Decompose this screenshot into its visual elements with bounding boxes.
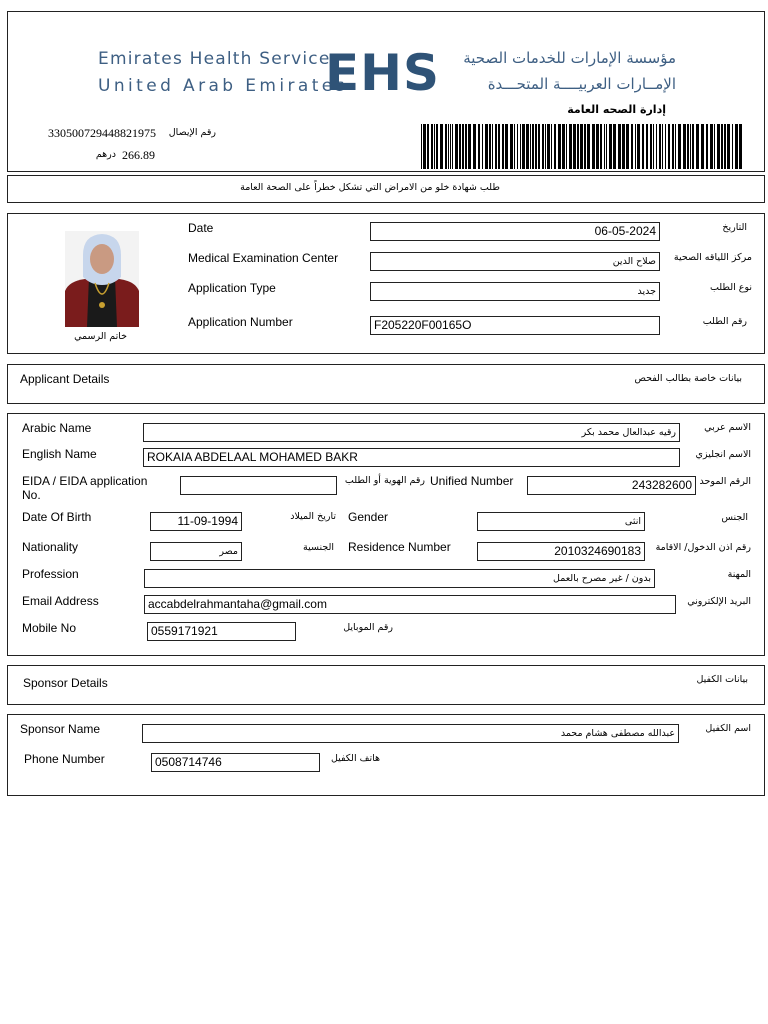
receipt-label: رقم الإيصال bbox=[168, 127, 216, 138]
profession-label-ar: المهنة bbox=[727, 569, 751, 580]
arabic-name-label-ar: الاسم عربي bbox=[704, 422, 751, 433]
profession-label: Profession bbox=[22, 567, 79, 581]
photo-caption: خاتم الرسمي bbox=[74, 331, 127, 342]
residence-number-label: Residence Number bbox=[348, 540, 451, 554]
mobile-field[interactable]: 0559171921 bbox=[147, 622, 296, 641]
date-label-ar: التاريخ bbox=[722, 222, 747, 233]
mobile-label: Mobile No bbox=[22, 621, 77, 635]
department-title: إدارة الصحه العامة bbox=[567, 103, 666, 116]
receipt-number: 330500729448821975 bbox=[48, 126, 156, 140]
unified-number-field[interactable]: 243282600 bbox=[527, 476, 696, 495]
applicant-section-box bbox=[7, 364, 765, 404]
ehs-logo: EHS bbox=[325, 44, 441, 102]
eida-field[interactable] bbox=[180, 476, 337, 495]
center-label: Medical Examination Center bbox=[188, 251, 339, 265]
unified-number-label: Unified Number bbox=[430, 474, 514, 488]
org-name-en-line1: Emirates Health Service bbox=[98, 49, 331, 69]
gender-label: Gender bbox=[348, 510, 389, 524]
currency-label: درهم bbox=[95, 149, 116, 160]
eida-label-ar: رقم الهوية أو الطلب bbox=[344, 475, 425, 486]
application-number-label-ar: رقم الطلب bbox=[702, 316, 747, 327]
email-label: Email Address bbox=[22, 594, 99, 608]
dob-label-ar: تاريخ الميلاد bbox=[290, 511, 336, 522]
amount-value: 266.89 bbox=[122, 148, 155, 162]
dob-field[interactable]: 11-09-1994 bbox=[150, 512, 242, 531]
profession-field[interactable]: بدون / غير مصرح بالعمل bbox=[144, 569, 655, 588]
unified-number-label-ar: الرقم الموحد bbox=[699, 476, 751, 487]
english-name-label: English Name bbox=[22, 447, 97, 461]
residence-number-label-ar: رقم اذن الدخول/ الاقامة bbox=[655, 542, 751, 553]
arabic-name-field[interactable]: رقيه عبدالعال محمد بكر bbox=[143, 423, 680, 442]
sponsor-phone-label: Phone Number bbox=[24, 752, 105, 766]
application-number-label: Application Number bbox=[188, 315, 293, 329]
dob-label: Date Of Birth bbox=[22, 510, 92, 524]
arabic-name-label: Arabic Name bbox=[22, 421, 92, 435]
gender-field[interactable]: انثى bbox=[477, 512, 645, 531]
date-label: Date bbox=[188, 221, 214, 235]
application-type-label: Application Type bbox=[188, 281, 276, 295]
org-name-ar-line2: الإمــارات العربيــــة المتحـــدة bbox=[487, 75, 676, 93]
application-type-field[interactable]: جديد bbox=[370, 282, 660, 301]
request-title: طلب شهادة خلو من الامراض التي تشكل خطراً على الصحة العامة bbox=[240, 182, 500, 193]
applicant-section-title-ar: بيانات خاصة بطالب الفحص bbox=[634, 373, 742, 384]
application-number-field[interactable]: F205220F00165O bbox=[370, 316, 660, 335]
gender-label-ar: الجنس bbox=[721, 512, 748, 523]
sponsor-section-title: Sponsor Details bbox=[23, 676, 108, 690]
sponsor-phone-label-ar: هاتف الكفيل bbox=[330, 753, 380, 764]
eida-label-line2: No. bbox=[22, 488, 41, 502]
applicant-section-title: Applicant Details bbox=[20, 372, 110, 386]
mobile-label-ar: رقم الموبايل bbox=[343, 622, 393, 633]
org-name-en-line2: United Arab Emirates bbox=[98, 76, 348, 96]
english-name-label-ar: الاسم انجليزي bbox=[695, 449, 751, 460]
applicant-photo bbox=[65, 231, 139, 327]
org-name-ar-line1: مؤسسة الإمارات للخدمات الصحية bbox=[463, 49, 676, 67]
sponsor-phone-field[interactable]: 0508714746 bbox=[151, 753, 320, 772]
barcode-graphic bbox=[421, 124, 743, 169]
sponsor-name-label-ar: اسم الكفيل bbox=[705, 723, 751, 734]
nationality-label-ar: الجنسية bbox=[303, 542, 334, 553]
center-label-ar: مركز اللياقه الصحية bbox=[673, 252, 752, 263]
eida-label: EIDA / EIDA application bbox=[22, 474, 148, 488]
sponsor-name-field[interactable]: عبدالله مصطفى هشام محمد bbox=[142, 724, 679, 743]
nationality-field[interactable]: مصر bbox=[150, 542, 242, 561]
sponsor-section-box bbox=[7, 665, 765, 705]
sponsor-name-label: Sponsor Name bbox=[20, 722, 101, 736]
residence-number-field[interactable]: 2010324690183 bbox=[477, 542, 645, 561]
sponsor-section-title-ar: بيانات الكفيل bbox=[696, 674, 748, 685]
application-type-label-ar: نوع الطلب bbox=[709, 282, 752, 293]
date-field[interactable]: 06-05-2024 bbox=[370, 222, 660, 241]
email-field[interactable]: accabdelrahmantaha@gmail.com bbox=[144, 595, 676, 614]
email-label-ar: البريد الإلكتروني bbox=[687, 596, 751, 607]
english-name-field[interactable]: ROKAIA ABDELAAL MOHAMED BAKR bbox=[143, 448, 680, 467]
center-field[interactable]: صلاح الدين bbox=[370, 252, 660, 271]
nationality-label: Nationality bbox=[22, 540, 79, 554]
